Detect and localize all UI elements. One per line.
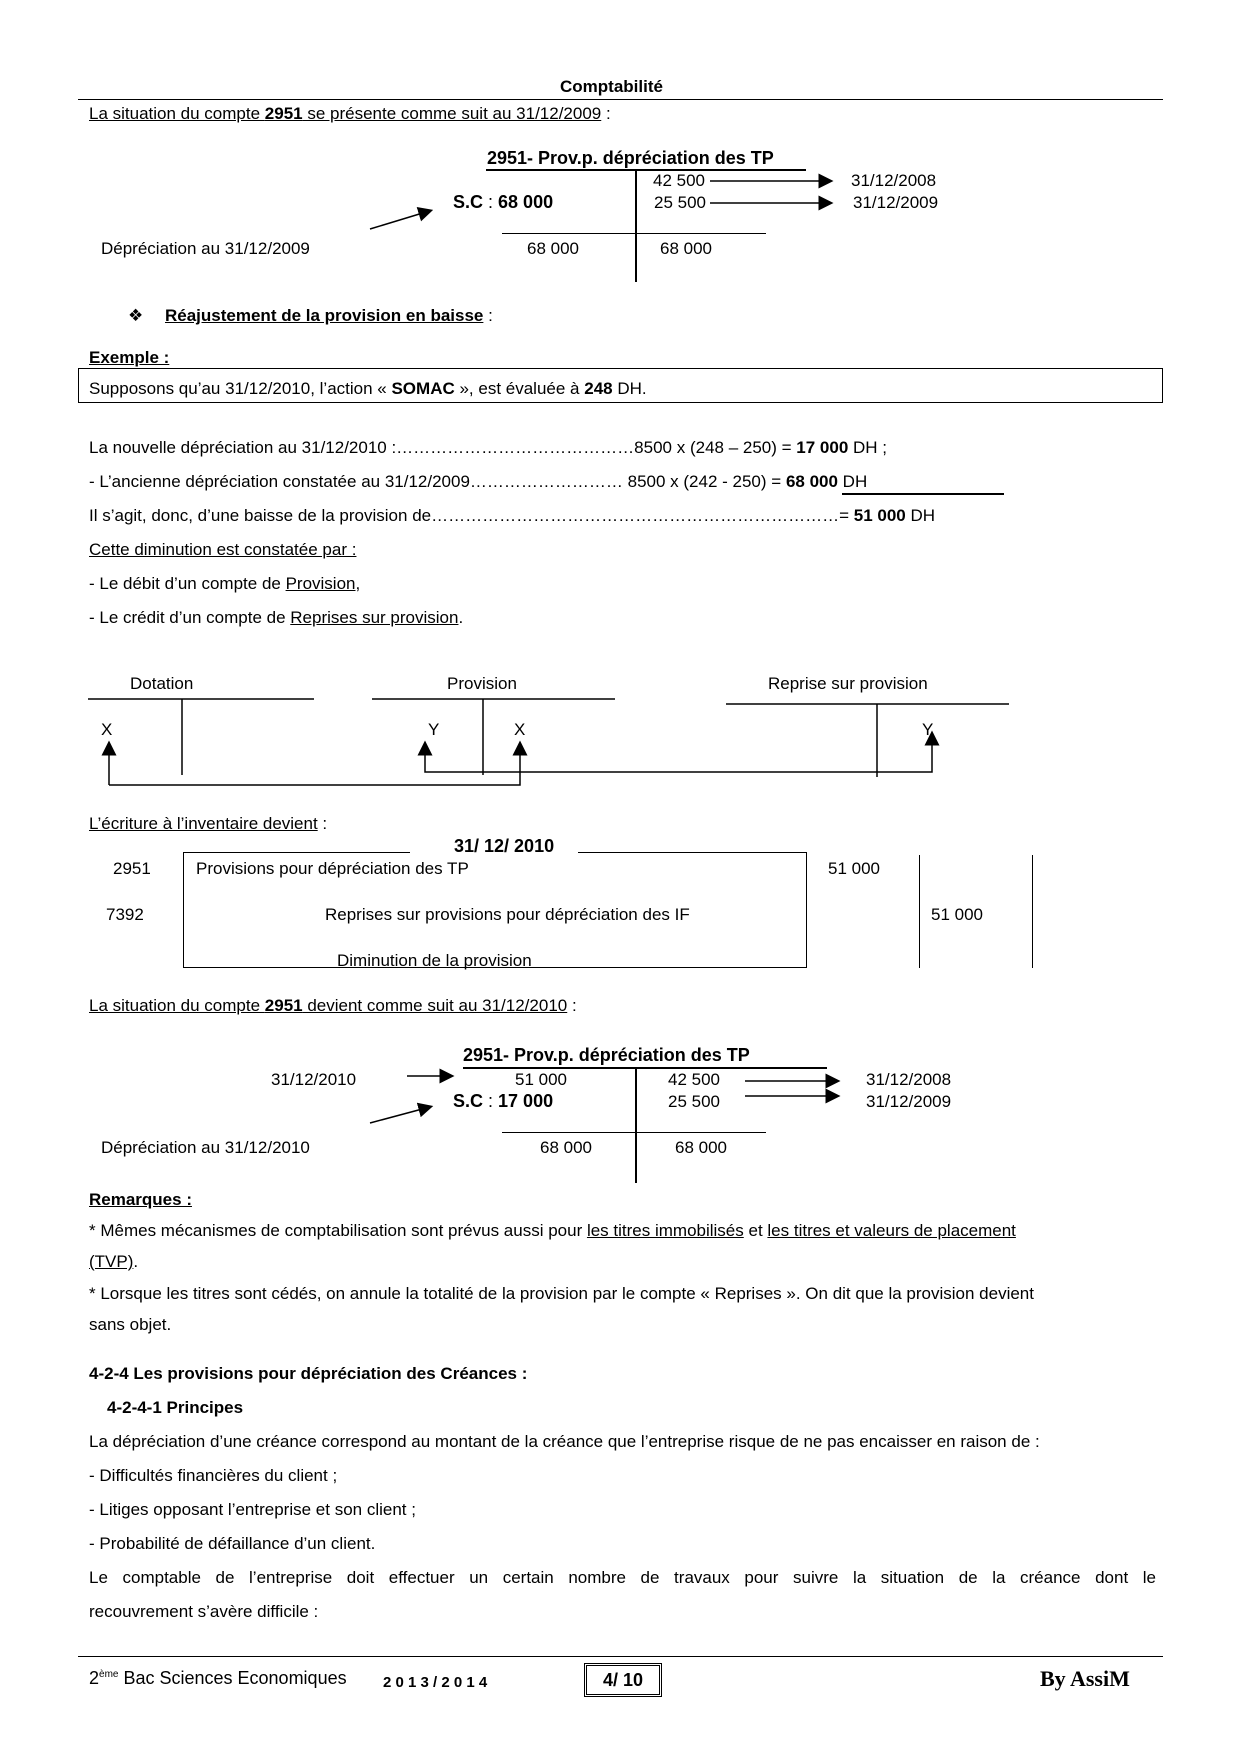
footer-grade: 2ème Bac Sciences Economiques [89, 1668, 347, 1688]
diagram-dotation-label: Dotation [130, 674, 194, 693]
t2-date-2: 31/12/2009 [866, 1092, 952, 1111]
t2-account-divider [635, 1067, 637, 1183]
footer-rule [78, 1656, 1163, 1657]
t2-total-left: 68 000 [540, 1138, 592, 1157]
t2-account-title: 2951- Prov.p. dépréciation des TP [463, 1045, 750, 1065]
journal-box-left [183, 852, 184, 968]
diagram-provision-label: Provision [447, 674, 517, 693]
calc-line-baisse: Il s’agit, donc, d’une baisse de la provision de………………………………………………………………= 51 000 DH [89, 506, 936, 525]
exemple-text: Supposons qu’au 31/12/2010, l’action « SOMAC », est évaluée à 248 DH. [89, 379, 647, 398]
t-date-1: 31/12/2008 [851, 171, 937, 190]
t2-debit-date: 31/12/2010 [271, 1070, 357, 1089]
journal-amount-debit: 51 000 [828, 859, 880, 878]
creances-paragraph-line-1: Le comptable de l’entreprise doit effectuer un certain nombre de travaux pour suivre la situation de la créance dont le [89, 1568, 1156, 1587]
journal-box-right [806, 852, 807, 968]
t-total-left: 68 000 [527, 239, 579, 258]
creances-subheading: 4-2-4-1 Principes [107, 1398, 244, 1417]
creances-paragraph-line-2: recouvrement s’avère difficile : [89, 1602, 319, 1621]
t-credit-1: 42 500 [653, 171, 705, 190]
journal-label-debit: Provisions pour dépréciation des TP [196, 859, 469, 878]
t-solde-crediteur: S.C : 68 000 [453, 192, 554, 212]
page-header-title: Comptabilité [560, 77, 663, 96]
diagram-reprise-label: Reprise sur provision [768, 674, 928, 693]
t2-account-top-rule [463, 1067, 827, 1069]
remarque-1-line-1: * Mêmes mécanismes de comptabilisation sont prévus aussi pour les titres immobilisés et les titres et valeurs de placement [89, 1221, 1016, 1240]
t-total-right: 68 000 [660, 239, 712, 258]
t2-solde-crediteur: S.C : 17 000 [453, 1091, 554, 1111]
journal-col-1 [919, 855, 920, 968]
journal-libelle: Diminution de la provision [337, 951, 532, 970]
ecriture-intro: L’écriture à l’inventaire devient : [89, 814, 328, 833]
creances-item-3: - Probabilité de défaillance d’un client. [89, 1534, 376, 1553]
constat-debit: - Le débit d’un compte de Provision, [89, 574, 361, 593]
remarque-1-line-2: (TVP). [89, 1252, 139, 1271]
t2-credit-1: 42 500 [668, 1070, 720, 1089]
t-depreciation-label: Dépréciation au 31/12/2009 [101, 239, 310, 258]
diagram-x-provision: X [514, 720, 526, 739]
t2-debit-1: 51 000 [515, 1070, 567, 1089]
journal-right-rule [578, 852, 806, 853]
calc-line-nouvelle: La nouvelle dépréciation au 31/12/2010 :……………………………………8500 x (248 – 250) = 17 000 DH ; [89, 438, 888, 457]
creances-heading: 4-2-4 Les provisions pour dépréciation des Créances : [89, 1364, 528, 1383]
constat-credit: - Le crédit d’un compte de Reprises sur provision. [89, 608, 464, 627]
t2-depreciation-label: Dépréciation au 31/12/2010 [101, 1138, 310, 1157]
t-credit-2: 25 500 [654, 193, 706, 212]
exemple-label: Exemple : [89, 348, 170, 367]
journal-label-credit: Reprises sur provisions pour dépréciation des IF [325, 905, 690, 924]
journal-libelle-rule [561, 967, 806, 968]
remarque-2-line-1: * Lorsque les titres sont cédés, on annule la totalité de la provision par le compte « Reprises ». On dit que la provision devient [89, 1284, 1034, 1303]
t2-date-1: 31/12/2008 [866, 1070, 952, 1089]
calc-line-ancienne: - L’ancienne dépréciation constatée au 31/12/2009……………………… 8500 x (242 - 250) = 68 000 DH [89, 472, 868, 491]
diagram-x-dotation: X [101, 720, 113, 739]
journal-date: 31/ 12/ 2010 [454, 836, 555, 856]
journal-col-2 [1032, 855, 1033, 968]
t-account-title: 2951- Prov.p. dépréciation des TP [487, 148, 774, 168]
footer-author: By AssiM [1040, 1666, 1130, 1691]
journal-acct-2951: 2951 [113, 859, 151, 878]
section-title: Réajustement de la provision en baisse : [165, 306, 493, 325]
footer-year: 2 0 1 3 / 2 0 1 4 [383, 1674, 488, 1691]
diagram-y-reprise: Y [922, 720, 934, 739]
creances-item-1: - Difficultés financières du client ; [89, 1466, 338, 1485]
t2-total-rule [502, 1132, 766, 1133]
situation-2009-line: La situation du compte 2951 se présente comme suit au 31/12/2009 : [89, 104, 611, 123]
diagram-y-provision: Y [428, 720, 440, 739]
t-date-2: 31/12/2009 [853, 193, 939, 212]
diamond-bullet-icon: ❖ [128, 306, 144, 325]
journal-amount-credit: 51 000 [931, 905, 983, 924]
journal-acct-7392: 7392 [106, 905, 144, 924]
remarques-label: Remarques : [89, 1190, 192, 1209]
t2-credit-2: 25 500 [668, 1092, 720, 1111]
constat-intro: Cette diminution est constatée par : [89, 540, 357, 559]
remarque-2-line-2: sans objet. [89, 1315, 172, 1334]
journal-left-rule [183, 852, 410, 853]
creances-intro: La dépréciation d’une créance correspond au montant de la créance que l’entreprise risque de ne pas encaisser en raison de : [89, 1432, 1040, 1451]
footer-page-number: 4/ 10 [584, 1663, 662, 1697]
t2-total-right: 68 000 [675, 1138, 727, 1157]
situation-2010-line: La situation du compte 2951 devient comme suit au 31/12/2010 : [89, 996, 577, 1015]
creances-item-2: - Litiges opposant l’entreprise et son client ; [89, 1500, 416, 1519]
